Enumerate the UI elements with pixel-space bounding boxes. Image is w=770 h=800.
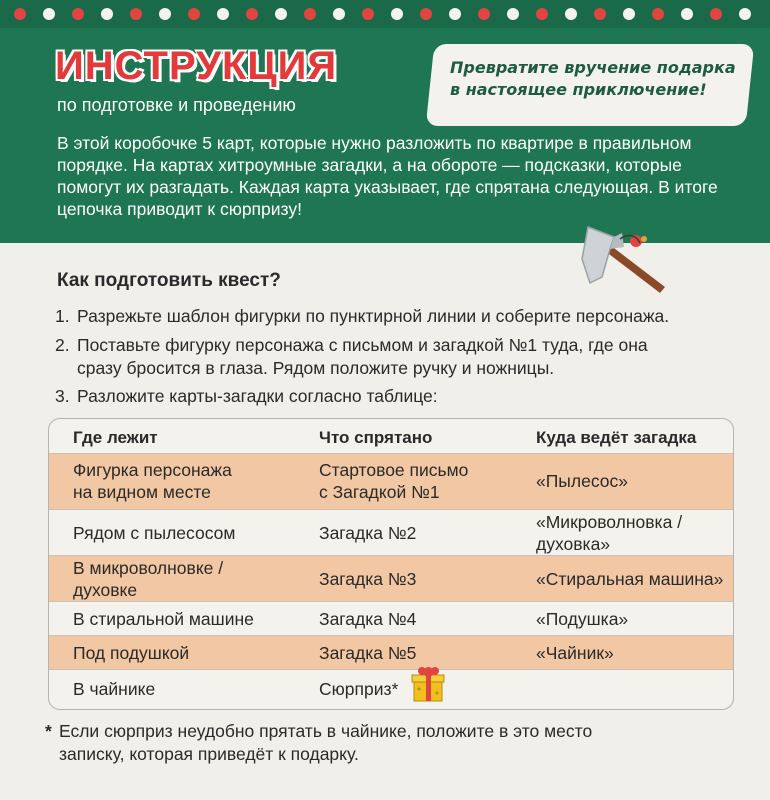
cell-where: В микроволновке / духовке xyxy=(73,558,224,600)
cell-what: Стартовое письмо с Загадкой №1 xyxy=(319,460,469,502)
border-dot xyxy=(623,8,635,20)
step-number: 1. xyxy=(55,306,70,326)
cell-what: Сюрприз* xyxy=(319,679,399,699)
border-dot xyxy=(246,8,258,20)
cell-what: Загадка №2 xyxy=(319,523,417,543)
step-text: Разложите карты-загадки согласно таблице: xyxy=(77,386,438,406)
cell-where: В стиральной машине xyxy=(73,609,254,629)
footnote-line-2: записку, которая приведёт к подарку. xyxy=(59,744,359,764)
cell-where: В чайнике xyxy=(73,679,156,699)
table-row xyxy=(49,602,733,636)
border-dot xyxy=(710,8,722,20)
border-dot xyxy=(14,8,26,20)
border-dot xyxy=(188,8,200,20)
footnote-star: * xyxy=(45,721,52,741)
border-dot xyxy=(594,8,606,20)
slogan-line-1: Превратите вручение подарка xyxy=(450,58,736,77)
cell-leads: «Чайник» xyxy=(536,643,614,663)
prep-heading: Как подготовить квест? xyxy=(57,270,281,291)
step-3 xyxy=(55,385,745,408)
step-number: 3. xyxy=(55,386,70,406)
border-dot xyxy=(275,8,287,20)
border-dot xyxy=(507,8,519,20)
step-text-line-2: сразу бросится в глаза. Рядом положите ручку и ножницы. xyxy=(77,358,555,378)
table-header-row xyxy=(49,419,733,454)
intro-paragraph: В этой коробочке 5 карт, которые нужно разложить по квартире в правильном порядке. На картах хитроумные загадки, а на обороте — подсказки, которые помогут их разгадать. Каждая карта указывает, где спрятана следующая. В итоге цепочка приводит к сюрпризу! xyxy=(57,133,718,219)
border-dot xyxy=(159,8,171,20)
cell-where: Под подушкой xyxy=(73,643,190,663)
border-dot xyxy=(681,8,693,20)
border-dot xyxy=(304,8,316,20)
border-dot xyxy=(362,8,374,20)
border-dot xyxy=(43,8,55,20)
footnote xyxy=(45,720,735,766)
border-dot xyxy=(72,8,84,20)
step-text: Разрежьте шаблон фигурки по пунктирной линии и соберите персонажа. xyxy=(77,306,670,326)
border-dot xyxy=(478,8,490,20)
border-dot xyxy=(420,8,432,20)
column-header-leads: Куда ведёт загадка xyxy=(536,428,697,447)
table-row xyxy=(49,454,733,510)
border-dot xyxy=(217,8,229,20)
title-block xyxy=(55,44,337,89)
table-row xyxy=(49,510,733,556)
footnote-line-1: Если сюрприз неудобно прятать в чайнике, положите в это место xyxy=(59,721,593,741)
column-header-where: Где лежит xyxy=(73,428,158,447)
page-title: ИНСТРУКЦИЯ xyxy=(55,44,338,88)
quest-table xyxy=(48,418,734,710)
cell-leads: «Стиральная машина» xyxy=(536,569,724,589)
cell-leads: «Подушка» xyxy=(536,609,629,629)
table-row xyxy=(49,670,733,709)
table-row xyxy=(49,636,733,670)
cell-what: Загадка №5 xyxy=(319,643,417,663)
slogan-text xyxy=(450,57,750,101)
table-row xyxy=(49,556,733,602)
step-number: 2. xyxy=(55,335,70,355)
decorative-dot-border xyxy=(0,0,770,28)
border-dot xyxy=(449,8,461,20)
cell-where: Фигурка персонажа на видном месте xyxy=(73,460,232,502)
step-text-line-1: Поставьте фигурку персонажа с письмом и загадкой №1 туда, где она xyxy=(77,335,648,355)
border-dot xyxy=(652,8,664,20)
page-subtitle: по подготовке и проведению xyxy=(57,95,296,115)
border-dot xyxy=(101,8,113,20)
border-dot xyxy=(739,8,751,20)
border-dot xyxy=(565,8,577,20)
step-1 xyxy=(55,305,755,328)
step-2 xyxy=(55,334,745,380)
cell-what: Загадка №4 xyxy=(319,609,417,629)
axe-icon xyxy=(580,215,690,300)
border-dot xyxy=(333,8,345,20)
column-header-what: Что спрятано xyxy=(319,428,433,447)
slogan-line-2: в настоящее приключение! xyxy=(450,80,707,99)
cell-leads: «Пылесос» xyxy=(536,471,628,491)
gift-box-icon xyxy=(410,665,446,703)
border-dot xyxy=(391,8,403,20)
border-dot xyxy=(130,8,142,20)
cell-leads: «Микроволновка / духовка» xyxy=(536,512,683,554)
cell-what: Загадка №3 xyxy=(319,569,417,589)
cell-where: Рядом с пылесосом xyxy=(73,523,236,543)
border-dot xyxy=(536,8,548,20)
